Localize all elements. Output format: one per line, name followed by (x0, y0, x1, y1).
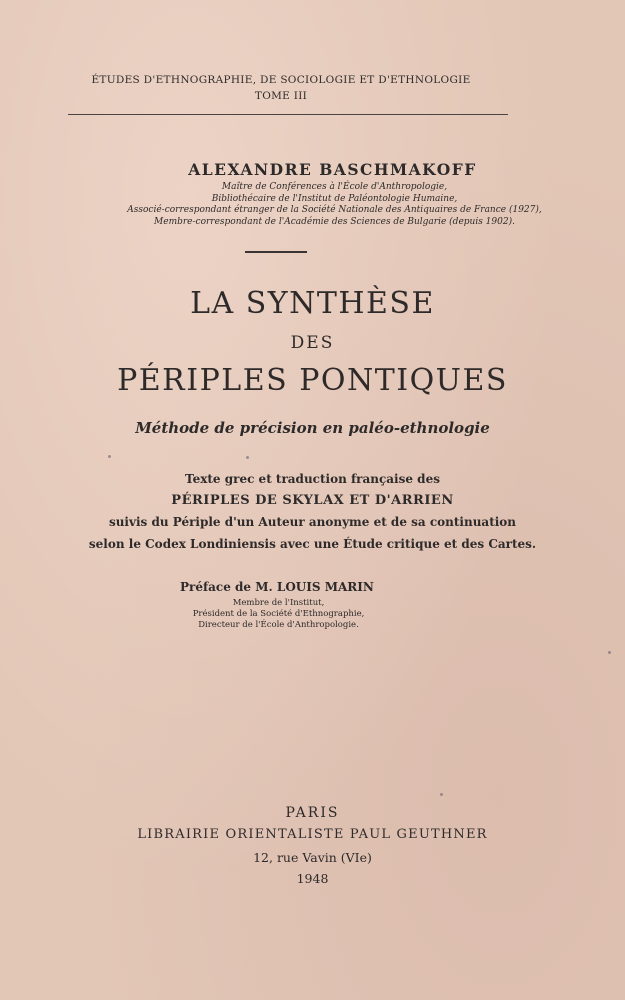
series-title: ÉTUDES D'ETHNOGRAPHIE, DE SOCIOLOGIE ET D'ETHNOLOGIE (91, 74, 471, 86)
preface-label: Préface de M. LOUIS MARIN (180, 580, 374, 594)
imprint-city: PARIS (285, 805, 340, 821)
preface-credential-line: Membre de l'Institut, (232, 598, 325, 608)
description-line: PÉRIPLES DE SKYLAX ET D'ARRIEN (171, 493, 454, 508)
preface-credential-line: Président de la Société d'Ethnographie, (192, 609, 365, 619)
author-credential-line: Associé-correspondant étranger de la Société Nationale des Antiquaires de France (1927), (127, 205, 542, 215)
book-title-line-3: PÉRIPLES PONTIQUES (117, 363, 508, 398)
book-subtitle: Méthode de précision en paléo-ethnologie (135, 419, 490, 437)
header-rule (68, 114, 508, 115)
author-credentials (22, 182, 625, 228)
description-line: suivis du Périple d'un Auteur anonyme et de sa continuation (108, 515, 517, 529)
author-name: ALEXANDRE BASCHMAKOFF (188, 160, 477, 179)
paper-speck (108, 455, 111, 458)
imprint-year: 1948 (296, 871, 329, 886)
paper-speck (608, 651, 611, 654)
author-credential-line: Maître de Conférences à l'École d'Anthropologie, (221, 182, 448, 192)
series-volume: TOME III (254, 90, 308, 102)
imprint-address: 12, rue Vavin (VIe) (253, 850, 372, 865)
description-line: selon le Codex Londiniensis avec une Étude critique et des Cartes. (88, 537, 537, 551)
series-heading (52, 72, 510, 104)
imprint-publisher: LIBRAIRIE ORIENTALISTE PAUL GEUTHNER (137, 827, 488, 842)
book-title-line-1: LA SYNTHÈSE (190, 286, 435, 321)
divider-rule (245, 251, 307, 253)
preface-credentials (186, 598, 371, 631)
description-line: Texte grec et traduction française des (185, 472, 440, 486)
book-title-line-2: DES (290, 333, 335, 353)
paper-speck (440, 793, 443, 796)
preface-credential-line: Directeur de l'École d'Anthropologie. (198, 620, 359, 630)
author-credential-line: Bibliothécaire de l'Institut de Paléontologie Humaine, (211, 193, 458, 204)
author-credential-line: Membre-correspondant de l'Académie des Sciences de Bulgarie (depuis 1902). (154, 216, 515, 227)
paper-speck (246, 456, 249, 459)
